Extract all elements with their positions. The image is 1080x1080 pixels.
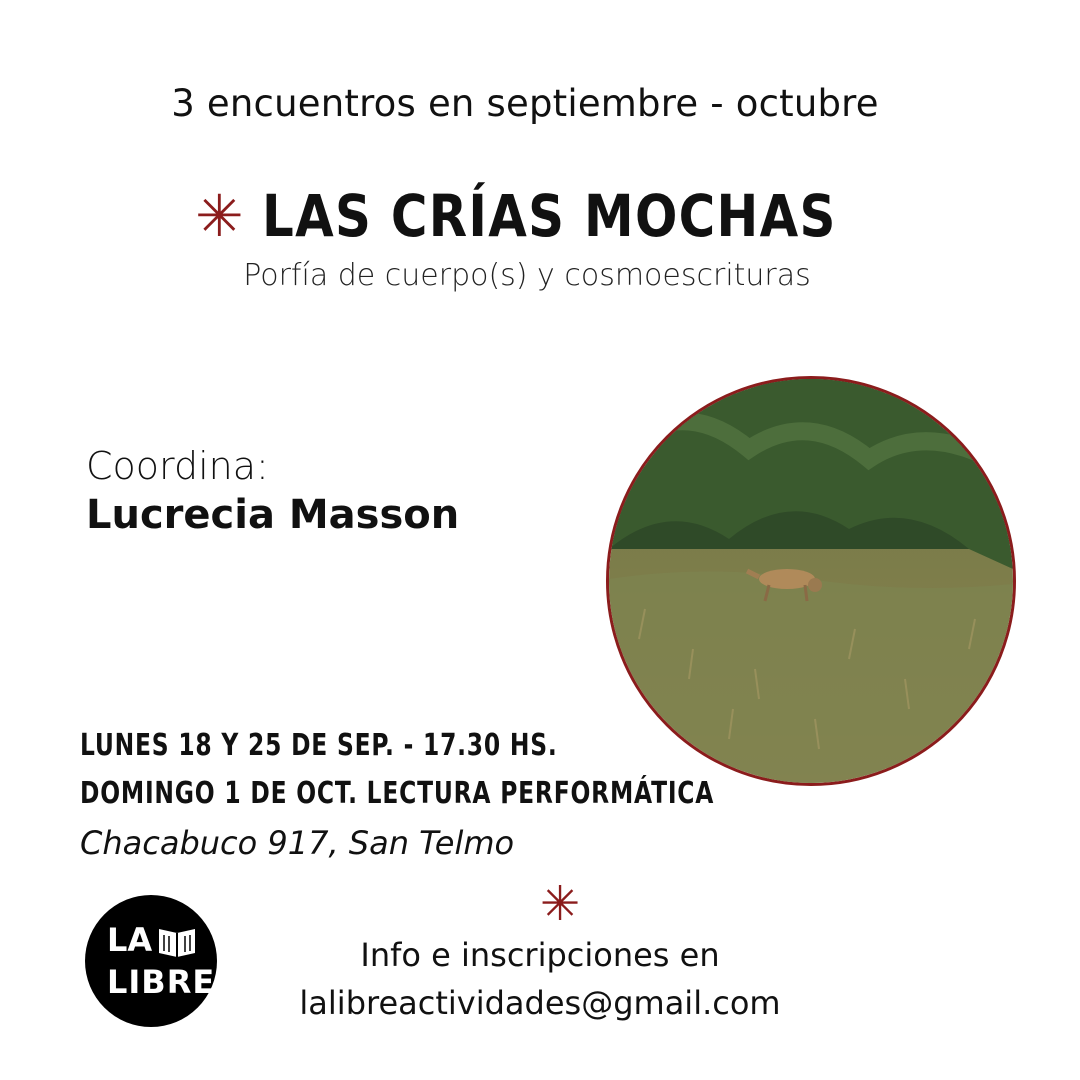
- tagline: Porfía de cuerpo(s) y cosmoescrituras: [243, 258, 811, 293]
- contact-email: lalibreactividades@gmail.com: [299, 984, 781, 1022]
- asterisk-icon: ✳: [195, 182, 244, 250]
- fox-photo: [606, 376, 1016, 786]
- coordinator-name: Lucrecia Masson: [86, 492, 460, 538]
- coordination-label: Coordina:: [86, 444, 269, 488]
- address: Chacabuco 917, San Telmo: [80, 824, 515, 862]
- top-line: 3 encuentros en septiembre - octubre: [171, 82, 879, 125]
- logo-text-la: LA: [107, 921, 153, 959]
- schedule-line-1: LUNES 18 Y 25 DE SEP. - 17.30 HS.: [80, 728, 558, 763]
- logo-text-libre: LIBRE: [107, 963, 216, 1001]
- book-icon: [157, 923, 197, 957]
- page-title: LAS CRÍAS MOCHAS: [261, 182, 837, 250]
- la-libre-logo: [85, 895, 217, 1027]
- asterisk-icon: ✳: [540, 876, 581, 932]
- title-row: [195, 182, 930, 250]
- schedule-line-2: DOMINGO 1 DE OCT. LECTURA PERFORMÁTICA: [80, 776, 715, 811]
- info-line-1: Info e inscripciones en: [360, 936, 720, 974]
